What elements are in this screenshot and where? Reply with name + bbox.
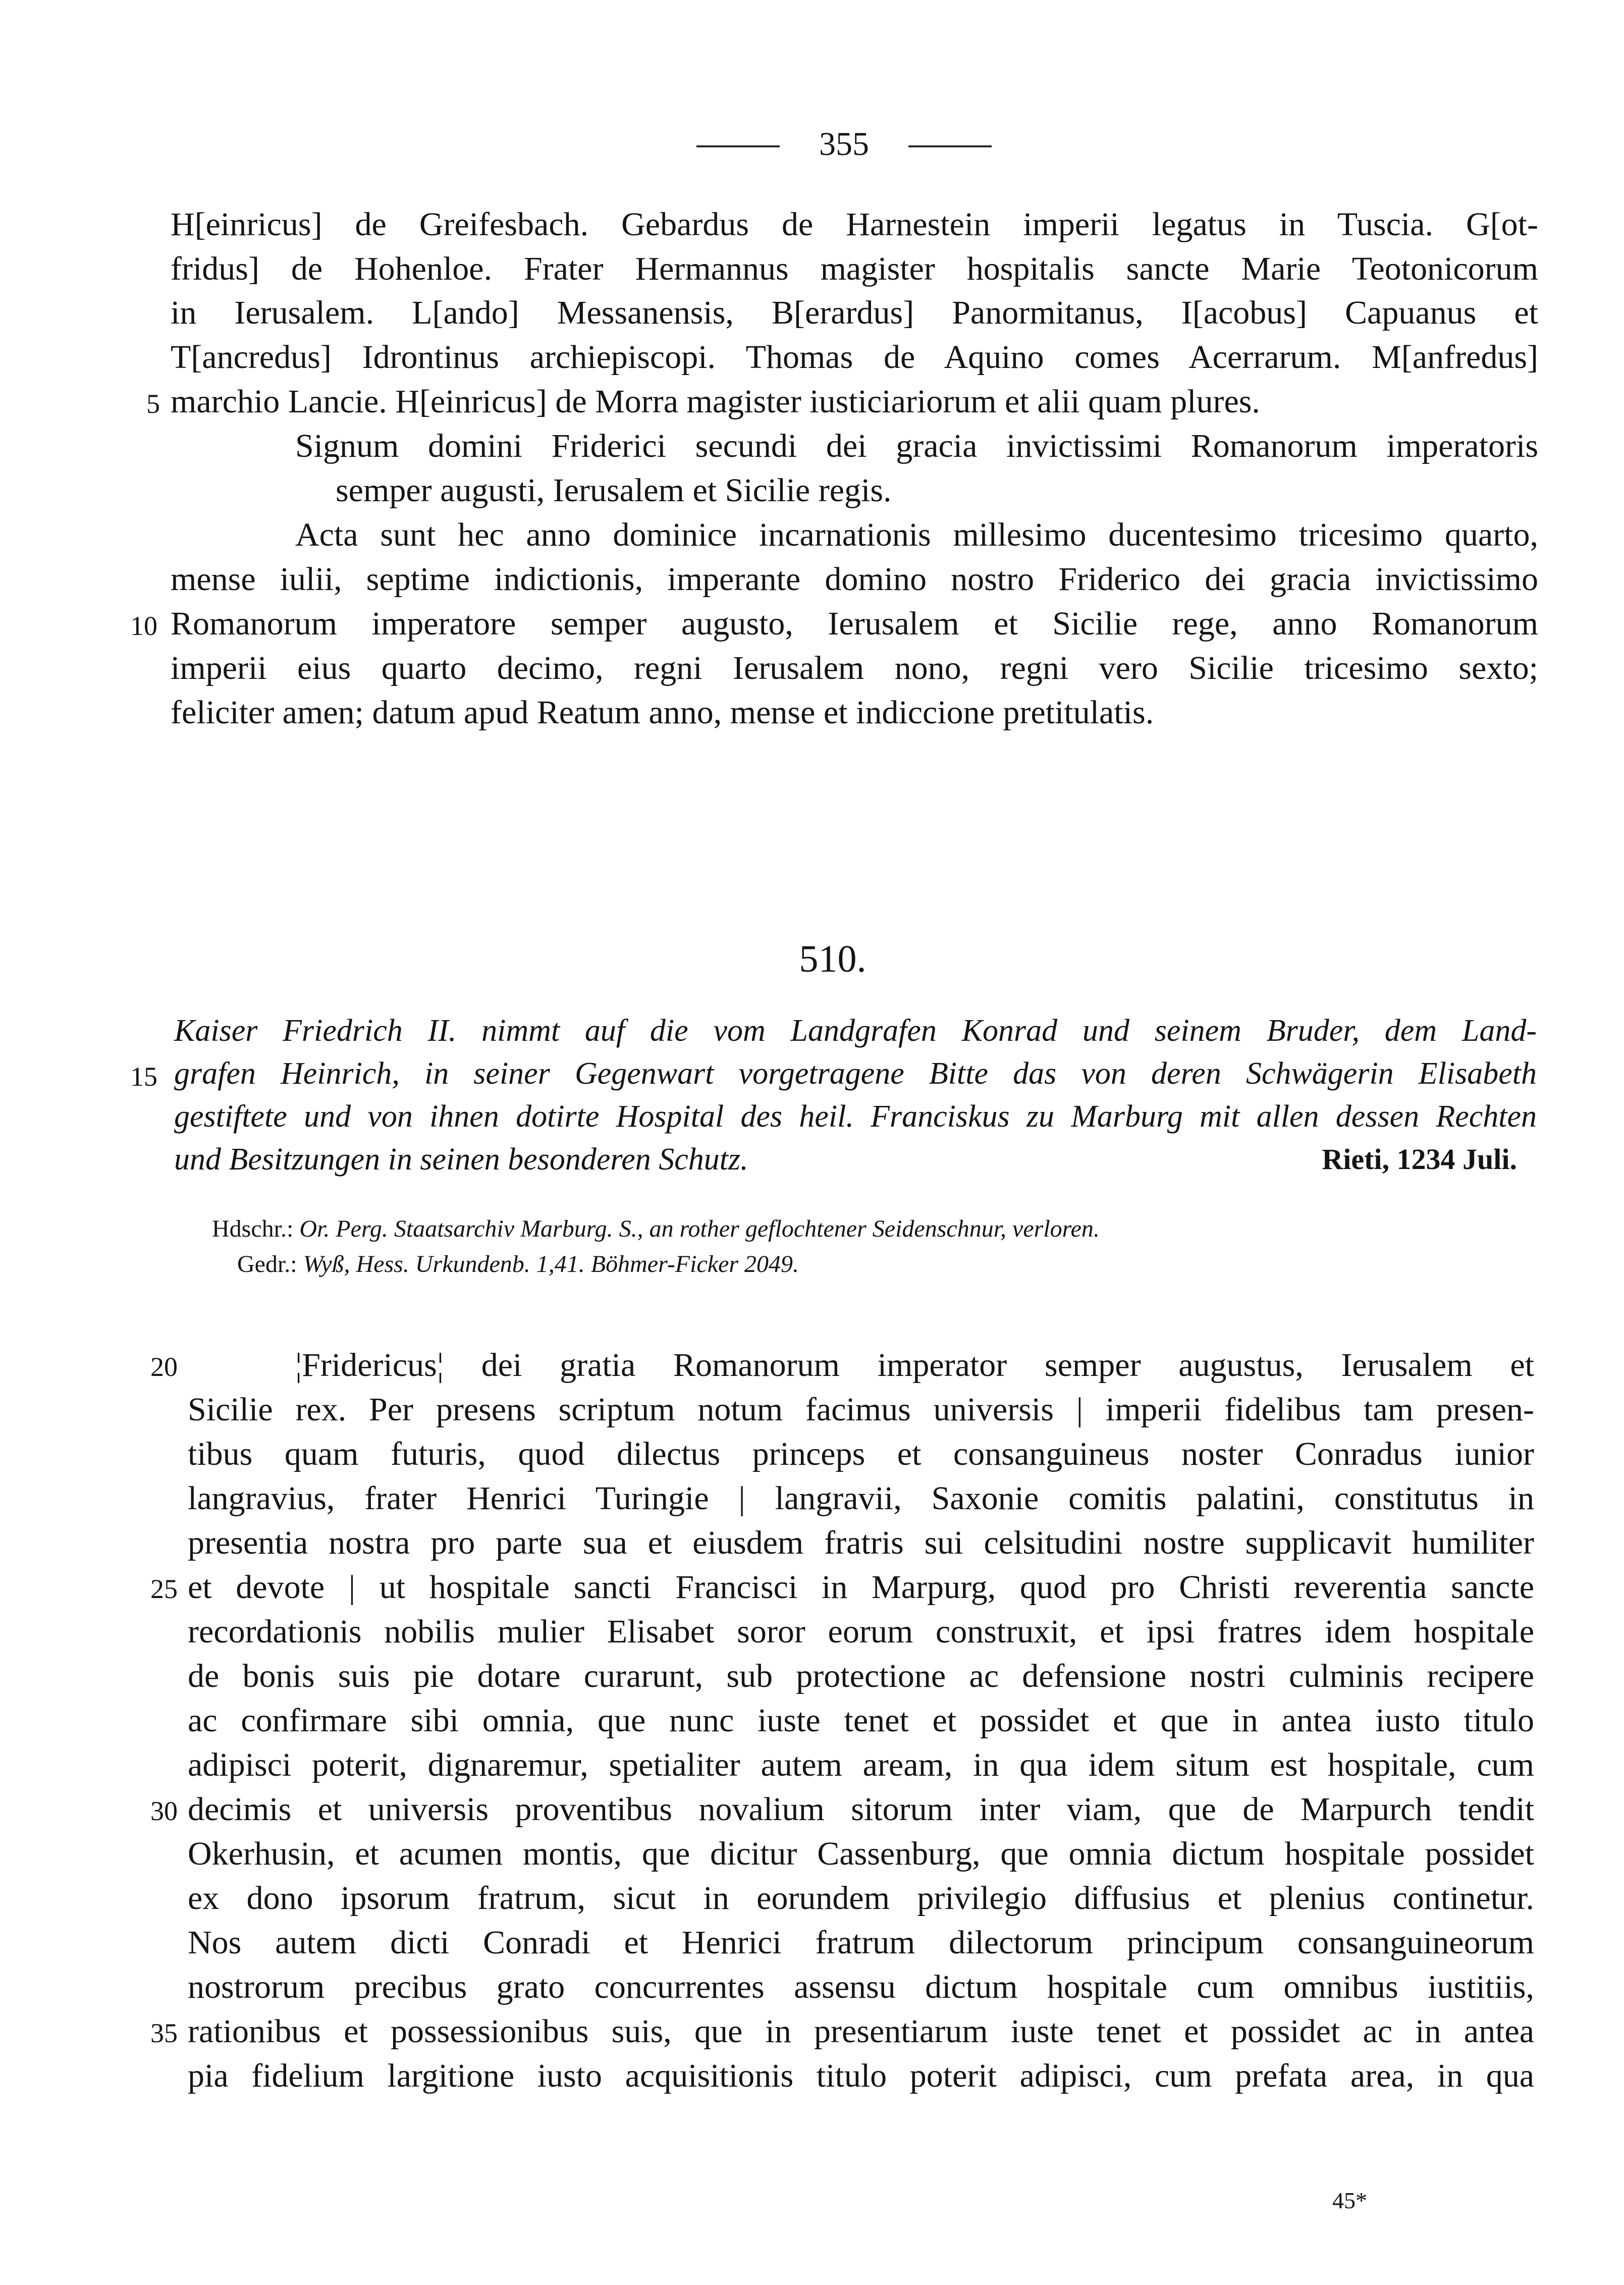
note-text: Wyß, Hess. Urkundenb. 1,41. Böhmer-Ficker 2049. [303, 1251, 799, 1278]
line-number-15: 15 [130, 1061, 157, 1092]
document-number: 510. [799, 938, 867, 980]
text-line: H[einricus] de Greifesbach. Gebardus de Harnestein imperii legatus in Tuscia. G[ot- [171, 206, 1538, 243]
note-text: Or. Perg. Staatsarchiv Marburg. S., an rother geflochtener Seidenschnur, verloren. [299, 1215, 1100, 1242]
note-printed [237, 1249, 799, 1280]
text-line: marchio Lancie. H[einricus] de Morra magister iusticiariorum et alii quam plures. [171, 383, 1260, 420]
regest-line: und Besitzungen in seinen besonderen Schutz. [174, 1142, 748, 1177]
text-line: T[ancredus] Idrontinus archiepiscopi. Thomas de Aquino comes Acerrarum. M[anfredus] [171, 339, 1538, 376]
charter-line: pia fidelium largitione iusto acquisitionis titulo poterit adipisci, cum prefata area, in qua [188, 2057, 1534, 2094]
regest-line: gestiftete und von ihnen dotirte Hospital des heil. Franciskus zu Marburg mit allen dessen Rechten [174, 1099, 1537, 1134]
line-number-20: 20 [150, 1352, 178, 1382]
charter-line: langravius, frater Henrici Turingie | langravii, Saxonie comitis palatini, constitutus in [188, 1480, 1534, 1517]
signum-line: semper augusti, Ierusalem et Sicilie regis. [336, 472, 892, 509]
text-line: fridus] de Hohenloe. Frater Hermannus magister hospitalis sancte Marie Teotonicorum [171, 250, 1538, 287]
regest-line: grafen Heinrich, in seiner Gegenwart vorgetragene Bitte das von deren Schwägerin Elisabeth [174, 1056, 1537, 1091]
charter-line: Okerhusin, et acumen montis, que dicitur Cassenburg, que omnia dictum hospitale possidet [188, 1835, 1534, 1872]
line-number-35: 35 [150, 2018, 178, 2048]
line-number-10: 10 [130, 611, 157, 641]
charter-line: Nos autem dicti Conradi et Henrici fratrum dilectorum principum consanguineorum [188, 1924, 1534, 1961]
charter-line: ex dono ipsorum fratrum, sicut in eorundem privilegio diffusius et plenius continetur. [188, 1880, 1534, 1917]
charter-line: tibus quam futuris, quod dilectus princeps et consanguineus noster Conradus iunior [188, 1436, 1534, 1472]
signature-mark: 45* [1332, 2188, 1367, 2213]
charter-line: ¦Fridericus¦ dei gratia Romanorum imperator semper augustus, Ierusalem et [295, 1347, 1534, 1384]
charter-line: et devote | ut hospitale sancti Francisci in Marpurg, quod pro Christi reverentia sancte [188, 1569, 1534, 1606]
charter-line: Sicilie rex. Per presens scriptum notum facimus universis | imperii fidelibus tam presen- [188, 1391, 1534, 1428]
running-header [696, 125, 989, 166]
charter-line: nostrorum precibus grato concurrentes assensu dictum hospitale cum omnibus iustitiis, [188, 1969, 1534, 2005]
acta-line: Acta sunt hec anno dominice incarnationis millesimo ducentesimo tricesimo quarto, [295, 516, 1538, 553]
header-rule-right [908, 145, 992, 147]
charter-line: adipisci poterit, dignaremur, spetialiter autem aream, in qua idem situm est hospitale, cum [188, 1746, 1534, 1783]
note-label: Gedr.: [237, 1251, 297, 1278]
header-rule-left [696, 145, 780, 147]
page-number: 355 [819, 126, 869, 163]
text-line: in Ierusalem. L[ando] Messanensis, B[erardus] Panormitanus, I[acobus] Capuanus et [171, 294, 1538, 331]
line-number-30: 30 [150, 1796, 178, 1826]
charter-line: decimis et universis proventibus novalium sitorum inter viam, que de Marpurch tendit [188, 1791, 1534, 1828]
note-label: Hdschr.: [212, 1215, 294, 1242]
charter-line: recordationis nobilis mulier Elisabet soror eorum construxit, et ipsi fratres idem hospitale [188, 1613, 1534, 1650]
acta-line: Romanorum imperatore semper augusto, Ierusalem et Sicilie rege, anno Romanorum [171, 605, 1538, 642]
signum-line: Signum domini Friderici secundi dei gracia invictissimi Romanorum imperatoris [295, 428, 1538, 464]
note-manuscript [212, 1214, 1100, 1244]
line-number-25: 25 [150, 1574, 178, 1604]
charter-line: ac confirmare sibi omnia, que nunc iuste tenet et possidet et que in antea iusto titulo [188, 1702, 1534, 1739]
acta-line: imperii eius quarto decimo, regni Ierusalem nono, regni vero Sicilie tricesimo sexto; [171, 650, 1538, 686]
line-number-5: 5 [146, 389, 160, 419]
regest-line: Kaiser Friedrich II. nimmt auf die vom Landgrafen Konrad und seinem Bruder, dem Land- [174, 1014, 1537, 1048]
charter-line: de bonis suis pie dotare curarunt, sub protectione ac defensione nostri culminis recipere [188, 1658, 1534, 1694]
acta-line: mense iulii, septime indictionis, imperante domino nostro Friderico dei gracia invictissimo [171, 561, 1538, 598]
charter-line: presentia nostra pro parte sua et eiusdem fratris sui celsitudini nostre supplicavit humiliter [188, 1524, 1534, 1561]
place-date: Rieti, 1234 Juli. [1322, 1143, 1517, 1176]
charter-line: rationibus et possessionibus suis, que in presentiarum iuste tenet et possidet ac in antea [188, 2013, 1534, 2050]
acta-line: feliciter amen; datum apud Reatum anno, mense et indiccione pretitulatis. [171, 694, 1154, 731]
